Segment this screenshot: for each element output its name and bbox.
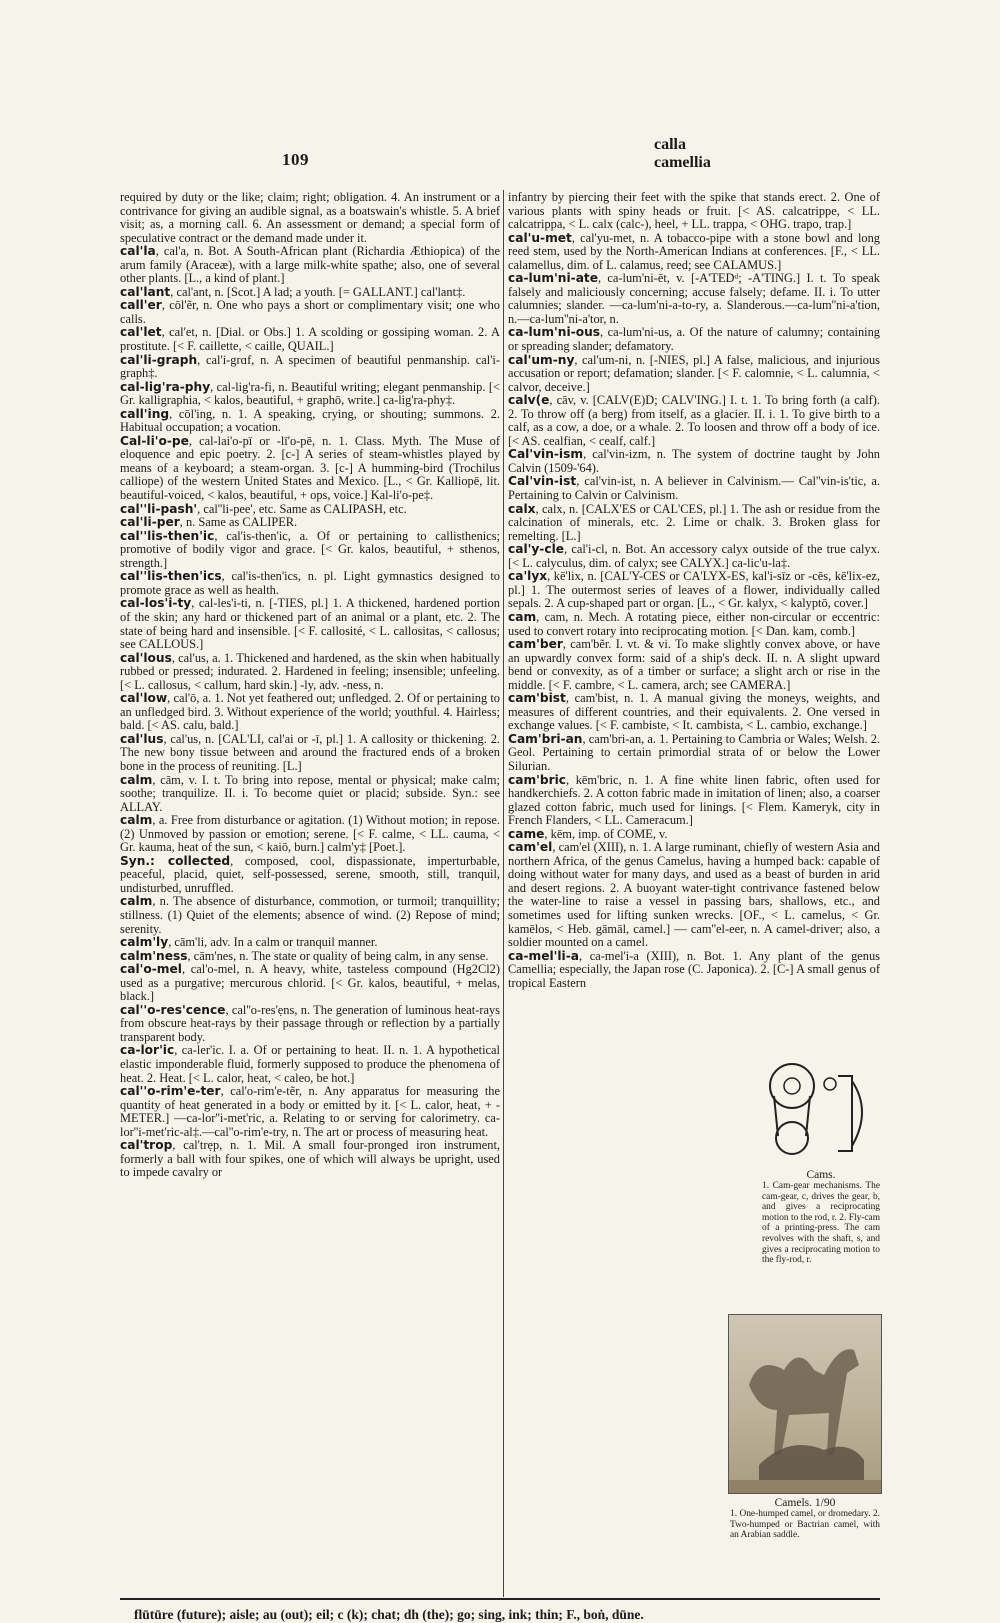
entry-headword: cal'la — [120, 244, 156, 259]
dictionary-entry: cal'li-graph, cal'i-grɑf, n. A specimen of beautiful penmanship. cal'i-graph‡. — [120, 352, 500, 381]
entry-headword: cal'y-cle — [508, 542, 565, 557]
entry-headword: calm'ly — [120, 935, 169, 950]
entry-headword: Cal-li'o-pe — [120, 433, 189, 448]
entry-headword: cal'low — [120, 691, 168, 706]
dictionary-entry: cam, cam, n. Mech. A rotating piece, either non-circular or eccentric: used to convert rotary into reciprocating motion. [< Dan. kam, comb.] — [508, 609, 880, 638]
entry-headword: calm'ness — [120, 948, 188, 963]
dictionary-entry: cam'ber, cam'bẽr. I. vt. & vi. To make slightly convex above, or have an upwardly convex form: said of a ship's deck. II. n. A slight upward bend or convexity, as of a timber or surface; a slight arch or rise in the middle. [< F. cambre, < L. camera, arch; see CAMERA.] — [508, 637, 880, 692]
entry-headword: came — [508, 826, 545, 841]
dictionary-entry: cal'li-per, n. Same as CALIPER. — [120, 515, 298, 530]
dictionary-entry: cam'el, cam'el (XIII), n. 1. A large ruminant, chiefly of western Asia and northern Africa, of the genus Camelus, having a humped back: capable of doing without water for many days, and used as a beast of burden in arid and desert regions. 2. A buoyant water-tight contrivance fastened below the water-line to raise a vessel in passing bars, shallows, etc., and sometimes used for lifting sunken wrecks. [OF., < L. camelus, < Gr. kamēlos, < Heb. gāmāl, camel.] — cam''el-eer, n. A camel-driver; also, a soldier mounted on a camel. — [508, 840, 880, 950]
entry-headword: ca-lum'ni-ous — [508, 325, 601, 340]
dictionary-entry: required by duty or the like; claim; right; obligation. 4. An instrument or a contrivance for giving an audible signal, as a boatswain's whistle. 5. A brief visit; as, a morning call. 6. An assessment or demand; a special form of speculative contract or the demand made under it. — [120, 190, 500, 245]
guide-word-first: calla — [654, 136, 686, 153]
entry-headword: cal''lis-then'ics — [120, 569, 222, 584]
entry-headword: ca'lyx — [508, 569, 548, 584]
entry-headword: cal'trop — [120, 1138, 173, 1153]
cams-caption-text: 1. Cam-gear mechanisms. The cam-gear, c, drives the gear, b, and gives a reciprocating motion to the rod, r. 2. Fly-cam of a printing-press. The cam revolves with the shaft, s, and gives a reciprocating motion to the fly-rod, r. — [762, 1181, 880, 1266]
entry-headword: cam — [508, 609, 537, 624]
entry-headword: calm — [120, 772, 153, 787]
entry-headword: cal'o-mel — [120, 962, 182, 977]
entry-headword: cal'lant — [120, 284, 171, 299]
dictionary-entry: calm, a. Free from disturbance or agitation. (1) Without motion; in repose. (2) Unmoved by passion or emotion; serene. [< F. calme, < LL. cauma, < Gr. kauma, heat of the sun, < kaiō, burn.] calm'y‡ [Poet.]. — [120, 813, 500, 855]
dictionary-entry: calv(e, cāv, v. [CALV(E)D; CALV'ING.] I. t. 1. To bring forth (a calf). 2. To throw off (a berg) from itself, as a glacier. II. i. 1. To give birth to a calf, as a cow, a doe, or a whale. 2. To loosen and throw off a body of ice. [< AS. cealfian, < cealf, calf.] — [508, 393, 880, 448]
dictionary-entry: cal''o-res'cence, cal''o-res'ẹns, n. The generation of luminous heat-rays from obscure heat-rays by their passage through or reflection by a partially transparent body. — [120, 1002, 500, 1044]
entry-headword: cal-los'i-ty — [120, 596, 192, 611]
dictionary-entry: came, kēm, imp. of COME, v. — [508, 826, 668, 841]
entry-headword: cal''o-rim'e-ter — [120, 1084, 221, 1099]
entry-headword: Cal'vin-ism — [508, 447, 584, 462]
guide-words — [654, 136, 711, 172]
entry-headword: ca-lum'ni-ate — [508, 271, 599, 286]
entry-headword: cal'u-met — [508, 230, 572, 245]
dictionary-entry: Cam'bri-an, cam'bri-an, a. 1. Pertaining to Cambria or Wales; Welsh. 2. Geol. Pertaining to certain primordial strata of or below the Lower Silurian. — [508, 731, 880, 773]
footer-rule — [120, 1598, 880, 1600]
dictionary-entry: Cal-li'o-pe, cal-lai'o-pī or -lī'o-pē, n. 1. Class. Myth. The Muse of eloquence and epic poetry. 2. [c-] A series of steam-whistles played by means of a keyboard; a steam-organ. 3. [c-] A humming-bird (Trochilus calliope) of the western United States and Mexico. [L., < Gr. Kalliopē, lit. beautiful-voiced, < kalos, beautiful, + ops, voice.] Kal-li'o-pe‡. — [120, 433, 500, 503]
dictionary-entry: Cal'vin-ism, cal'vin-izm, n. The system of doctrine taught by John Calvin (1509-'64). — [508, 447, 880, 475]
camels-caption-title: Camels. 1/90 — [774, 1497, 836, 1509]
dictionary-entry: cal''lis-then'ics, cal'is-then'ics, n. pl. Light gymnastics designed to promote grace as well as health. — [120, 569, 500, 597]
dictionary-entry: ca-lor'ic, ca-ler'ic. I. a. Of or pertaining to heat. II. n. 1. A hypothetical elastic imponderable fluid, formerly supposed to produce the phenomena of heat. 2. Heat. [< L. calor, heat, < caleo, be hot.] — [120, 1043, 500, 1085]
dictionary-entry: call'er, cōl'ẽr, n. One who pays a short or complimentary visit; one who calls. — [120, 298, 500, 326]
cams-illustration — [760, 1056, 882, 1166]
entry-headword: cal''lis-then'ic — [120, 528, 215, 543]
entry-headword: ca-mel'li-a — [508, 948, 580, 963]
entry-headword: cam'bist — [508, 691, 566, 706]
dictionary-entry: ca-lum'ni-ous, ca-lum'ni-us, a. Of the nature of calumny; containing or spreading slander; defamatory. — [508, 325, 880, 354]
dictionary-entry: calm, cām, v. I. t. To bring into repose, mental or physical; make calm; soothe; tranquilize. II. i. To become quiet or placid; subside. Syn.: see ALLAY. — [120, 772, 500, 814]
dictionary-entry: cal'la, cal'a, n. Bot. A South-African plant (Richardia Æthiopica) of the arum family (Araceæ), with a large milk-white spathe; also, one of several other plants. [L., a kind of plant.] — [120, 244, 500, 286]
entry-headword: ca-lor'ic — [120, 1043, 175, 1058]
entry-headword: Cal'vin-ist — [508, 474, 577, 489]
dictionary-entry: cal'lant, cal'ant, n. [Scot.] A lad; a youth. [= GALLANT.] cal'lant‡. — [120, 284, 466, 299]
dictionary-entry: cal'um-ny, cal'um-ni, n. [-NIES, pl.] A false, malicious, and injurious accusation or report; defamation; slander. [< F. calomnie, < L. calumnia, < calvor, deceive.] — [508, 352, 880, 394]
dictionary-entry: calm, n. The absence of disturbance, commotion, or turmoil; tranquillity; stillness. (1) Quiet of the elements; absence of wind. (2) Repose of mind; serenity. — [120, 894, 500, 936]
dictionary-entry: cal'trop, cal'trẹp, n. 1. Mil. A small four-pronged iron instrument, formerly a ball with four spikes, one of which will always be upright, used to impede cavalry or — [120, 1138, 500, 1180]
cams-figure — [760, 1056, 882, 1278]
entry-headword: cal'let — [120, 325, 162, 340]
entry-headword: cal'li-per — [120, 515, 180, 530]
dictionary-entry: ca-lum'ni-ate, ca-lum'ni-ēt, v. [-A'TEDᵈ; -A'TING.] I. t. To speak falsely and maliciously concerning; accuse falsely; defame. II. i. To utter calumnies; slander. —ca-lum'ni-a-to-ry, a. Slanderous.—ca-lum''ni-a'tion, n.—ca-lum''ni-a'tor, n. — [508, 271, 880, 326]
dictionary-entry: call'ing, cōl'ing, n. 1. A speaking, crying, or shouting; summons. 2. Habitual occupation; a vocation. — [120, 406, 500, 435]
cams-caption-title: Cams. — [806, 1169, 836, 1181]
dictionary-entry: cal'o-mel, cal'o-mel, n. A heavy, white, tasteless compound (Hg2Cl2) used as a purgative; mercurous chlorid. [< Gr. kalos, beautiful, + melas, black.] — [120, 962, 500, 1004]
camels-illustration — [728, 1314, 882, 1494]
dictionary-entry: calx, calx, n. [CALX'ES or CAL'CES, pl.] 1. The ash or residue from the calcination of minerals, etc. 2. Lime or chalk. 3. Broken glass for remelting. [L.] — [508, 501, 880, 543]
dictionary-entry: cal'low, cal'ō, a. 1. Not yet feathered out; unfledged. 2. Of or pertaining to an unfledged bird. 3. Without experience of the world; youthful. 4. Hairless; bald. [< AS. calu, bald.] — [120, 691, 500, 733]
dictionary-entry: cal'lous, cal'us, a. 1. Thickened and hardened, as the skin when habitually rubbed or pressed; indurated. 2. Hardened in feeling; insensible; unfeeling. [< L. callosus, < callum, hard skin.] -ly, adv. -ness, n. — [120, 650, 500, 692]
entry-headword: cal-lig'ra-phy — [120, 379, 211, 394]
page-number: 109 — [282, 150, 309, 169]
entry-headword: Syn.: collected — [120, 853, 231, 868]
entry-headword: cam'ber — [508, 637, 563, 652]
entry-headword: cal''li-pash' — [120, 501, 198, 516]
dictionary-entry: cal-lig'ra-phy, cal-lig'ra-fi, n. Beautiful writing; elegant penmanship. [< Gr. kalligraphia, < kalos, beautiful, + graphō, write.] ca-lig'ra-phy‡. — [120, 379, 500, 408]
dictionary-entry: cal'y-cle, cal'i-cl, n. Bot. An accessory calyx outside of the true calyx. [< L. calyculus, dim. of calyx; see CALYX.] ca-lic'u-la‡. — [508, 542, 880, 570]
dictionary-entry: calm'ly, cām'li, adv. In a calm or tranquil manner. — [120, 935, 378, 950]
dictionary-entry: ca-mel'li-a, ca-mel'i-a (XIII), n. Bot. 1. Any plant of the genus Camellia; especially, the Japan rose (C. Japonica). 2. [C-] A small genus of tropical Eastern — [508, 948, 880, 990]
camels-figure — [728, 1314, 882, 1554]
entry-headword: calm — [120, 894, 153, 909]
dictionary-entry: infantry by piercing their feet with the spike that stands erect. 2. One of various plants with spiny heads or fruit. [< AS. calcatrippe, < LL. calcatrippa, < L. calx (calc-), heel, + LL. trappa, < OHG. trapo, trap.] — [508, 190, 880, 232]
entry-headword: Cam'bri-an — [508, 731, 583, 746]
camels-caption-text: 1. One-humped camel, or dromedary. 2. Two-humped or Bactrian camel, with an Arabian saddle. — [730, 1509, 880, 1541]
column-divider — [503, 190, 504, 1597]
entry-headword: call'er — [120, 298, 162, 313]
entry-headword: cal'lous — [120, 650, 172, 665]
entry-headword: calm — [120, 813, 153, 828]
dictionary-entry: Syn.: collected, composed, cool, dispassionate, imperturbable, peaceful, placid, quiet, self-possessed, serene, smooth, still, tranquil, undisturbed, unruffled. — [120, 853, 500, 895]
dictionary-entry: cam'bric, kēm'bric, n. 1. A fine white linen fabric, often used for handkerchiefs. 2. A cotton fabric made in imitation of linen; also, a coarser glazed cotton fabric, much used for linings. [< Flem. Kameryk, city in French Flanders, < LL. Cameracum.] — [508, 772, 880, 828]
entry-headword: cam'el — [508, 840, 553, 855]
entry-headword: call'ing — [120, 406, 170, 421]
entry-headword: cal'li-graph — [120, 352, 198, 367]
pronunciation-key: flūtūre (future); aisle; au (out); eil; c (k); chat; dh (the); go; sing, ink; thin; F., boṅ, dūne. — [134, 1607, 644, 1622]
entry-headword: cal'um-ny — [508, 352, 575, 367]
dictionary-entry: Cal'vin-ist, cal'vin-ist, n. A believer in Calvinism.— Cal''vin-is'tic, a. Pertaining to Calvin or Calvinism. — [508, 474, 880, 503]
dictionary-entry: cal-los'i-ty, cal-les'i-ti, n. [-TIES, pl.] 1. A thickened, hardened portion of the skin; any hard or thickened part of an animal or a plant, etc. 2. The state of being hard and insensible. [< F. callosité, < L. callositas, < callosus; see CALLOUS.] — [120, 596, 500, 652]
entry-headword: cal'lus — [120, 731, 164, 746]
dictionary-entry: cal'lus, cal'us, n. [CAL'LI, cal'ai or -ī, pl.] 1. A callosity or thickening. 2. The new bony tissue between and around the fractured ends of a broken bone in the process of reuniting. [L.] — [120, 731, 500, 773]
dictionary-entry: ca'lyx, kē'lix, n. [CAL'Y-CES or CA'LYX-ES, kal'i-sīz or -cēs, kē'lix-ez, pl.] 1. The outermost series of leaves of a flower, individually called sepals. 2. A cup-shaped part or organ. [L., < Gr. kalyx, < kalyptō, cover.] — [508, 569, 880, 611]
right-column — [508, 191, 880, 990]
guide-word-last: camellia — [654, 154, 711, 171]
entry-headword: calx — [508, 501, 536, 516]
entry-headword: cam'bric — [508, 772, 567, 787]
left-column — [120, 191, 500, 1180]
dictionary-entry: cal'u-met, cal'yu-met, n. A tobacco-pipe with a stone bowl and long reed stem, used by the North-American Indians at conferences. [F., < LL. calamellus, dim. of L. calamus, reed; see CALAMUS.] — [508, 230, 880, 272]
dictionary-entry: calm'ness, cām'nes, n. The state or quality of being calm, in any sense. — [120, 948, 489, 963]
dictionary-entry: cal''li-pash', cal''li-pee', etc. Same as CALIPASH, etc. — [120, 501, 407, 516]
dictionary-entry: cal''o-rim'e-ter, cal'o-rim'e-tẽr, n. Any apparatus for measuring the quantity of heat generated in a body or emitted by it. [< L. calor, heat, + -METER.] —ca-lor''i-met'ric, a. Relating to or serving for calorimetry. ca-lor''i-met'ric-al‡.—cal''o-rim'e-try, n. The art or process of measuring heat. — [120, 1084, 500, 1139]
entry-headword: calv(e — [508, 393, 550, 408]
dictionary-entry: cal''lis-then'ic, cal'is-then'ic, a. Of or pertaining to callisthenics; promotive of bodily vigor and grace. [< Gr. kalos, beautiful, + sthenos, strength.] — [120, 528, 500, 570]
entry-headword: cal''o-res'cence — [120, 1002, 226, 1017]
dictionary-entry: cal'let, cal'et, n. [Dial. or Obs.] 1. A scolding or gossiping woman. 2. A prostitute. [< F. caillette, < caille, QUAIL.] — [120, 325, 500, 354]
dictionary-entry: cam'bist, cam'bist, n. 1. A manual giving the moneys, weights, and measures of different countries, and their equivalents. 2. One versed in exchange values. [< F. cambiste, < It. cambista, < L. cambio, exchange.] — [508, 691, 880, 733]
